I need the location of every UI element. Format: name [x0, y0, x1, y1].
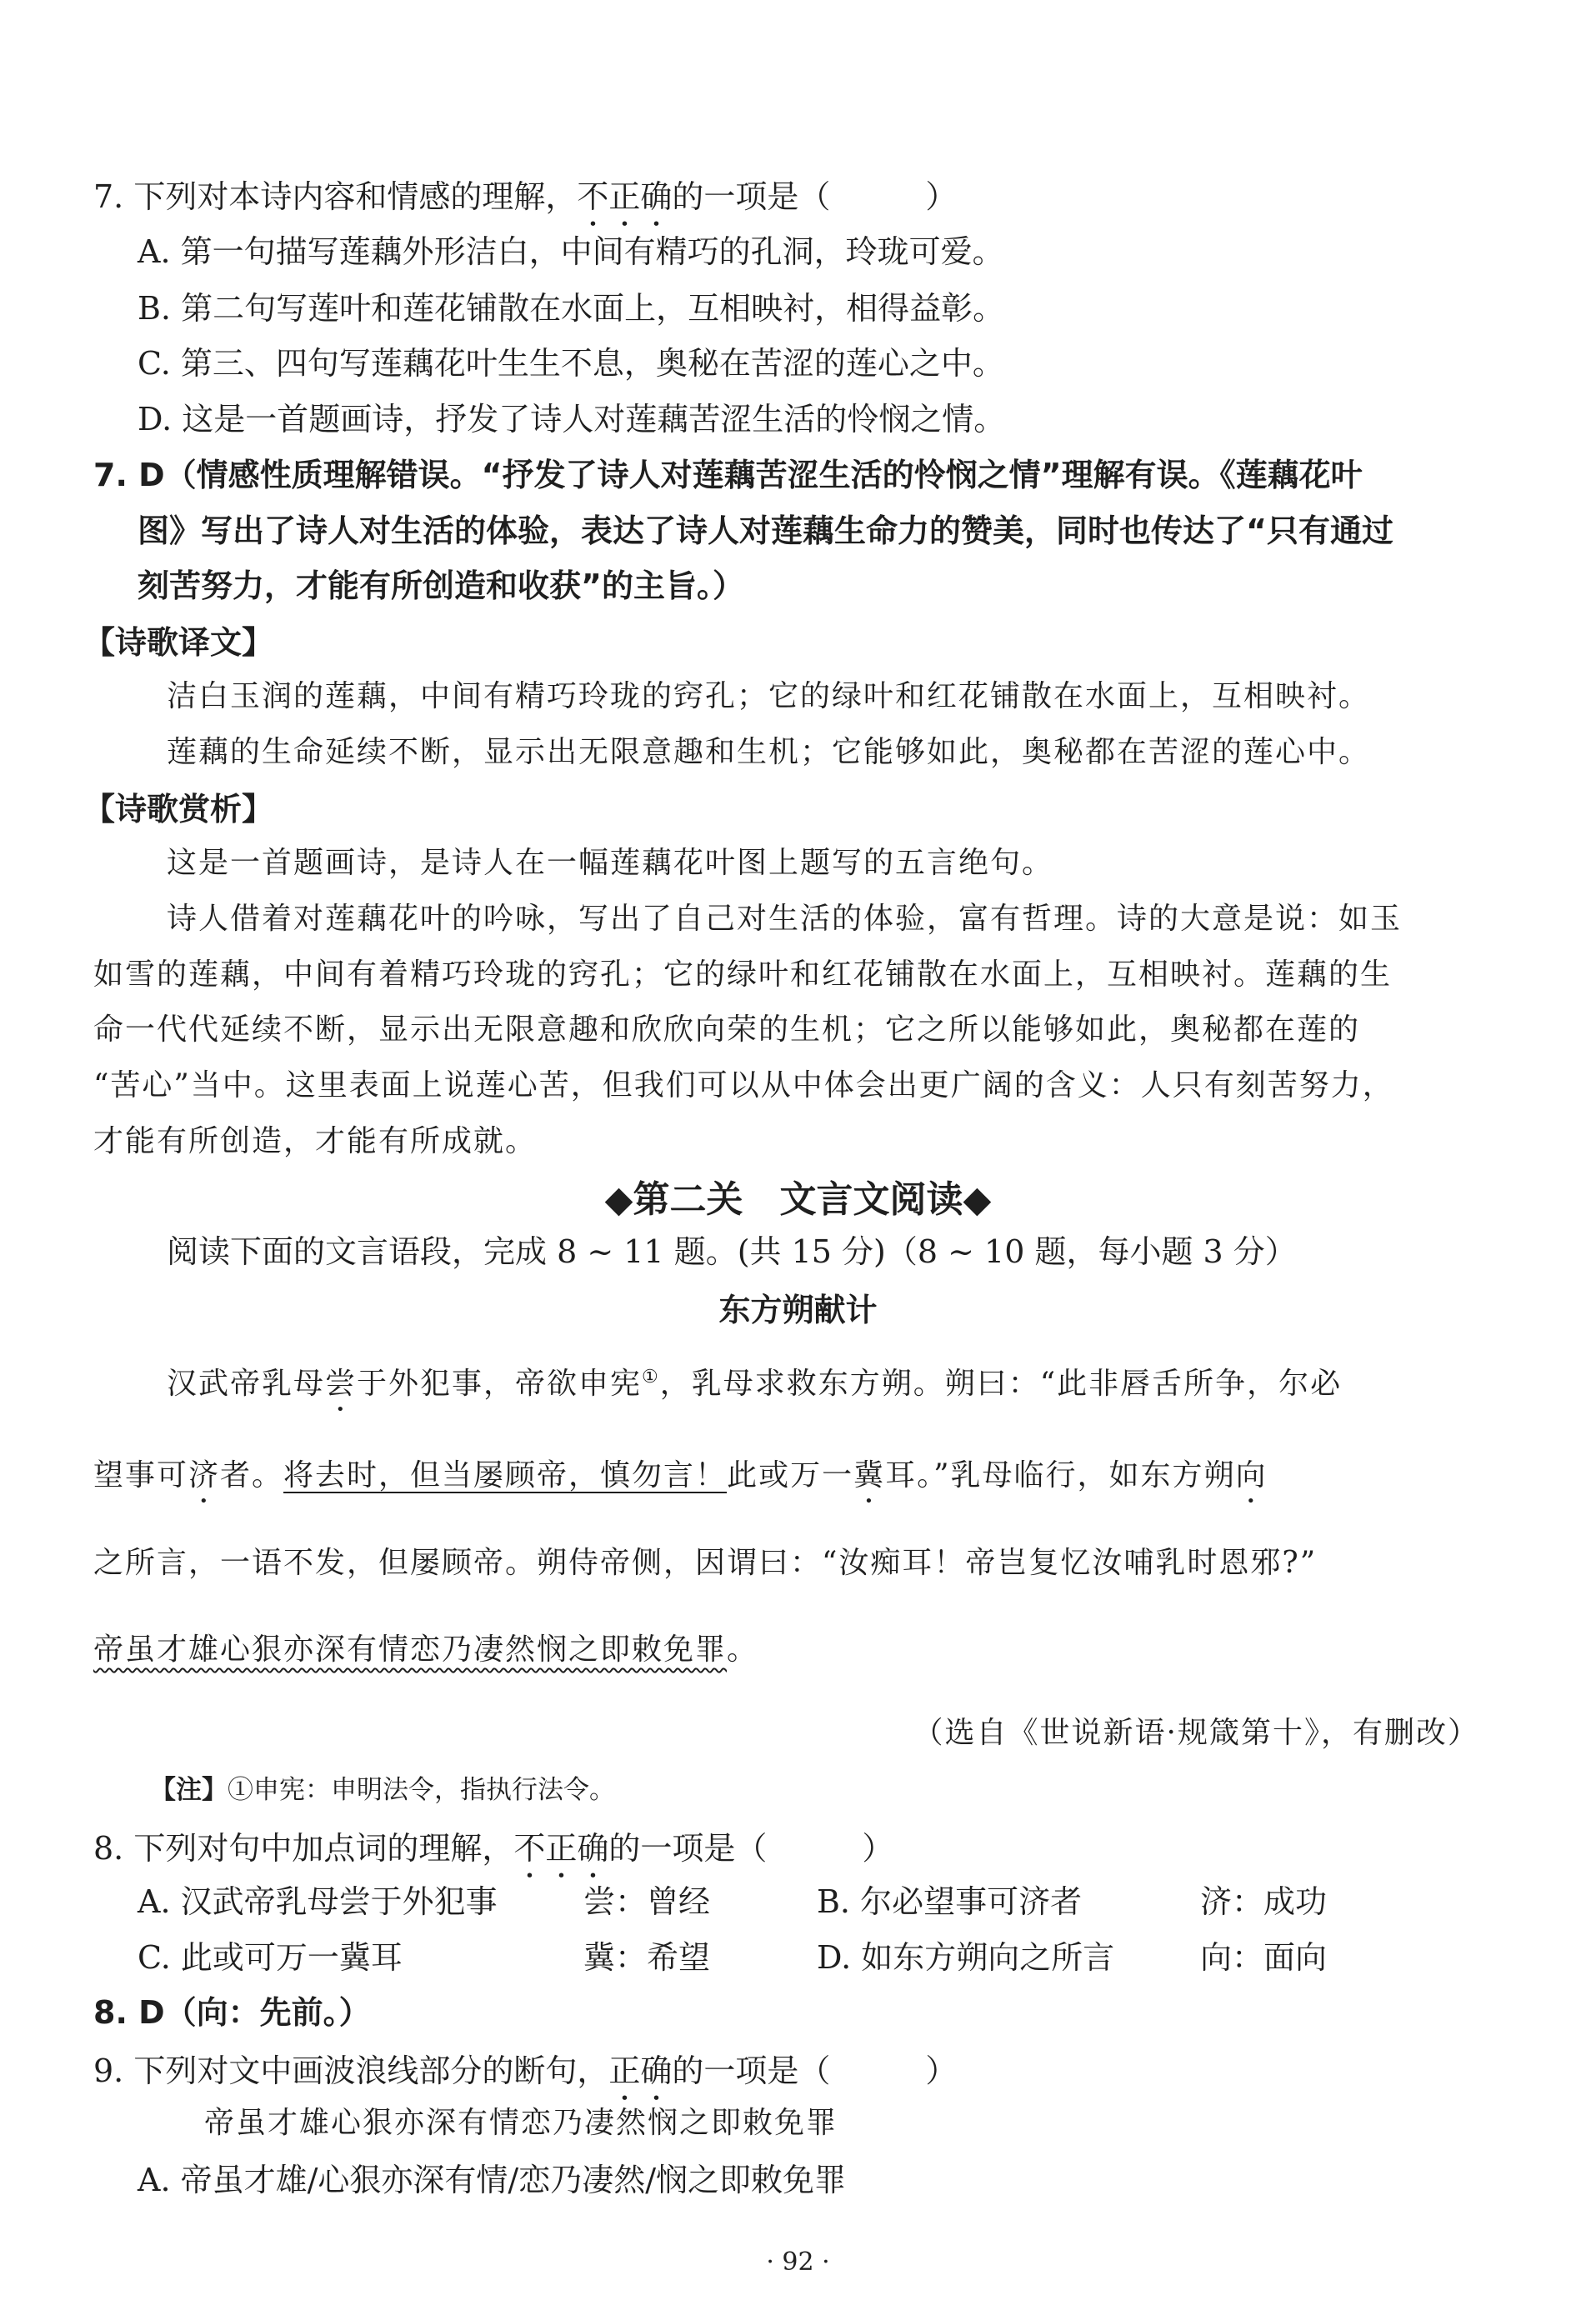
q7-option-a: A. 第一句描写莲藕外形洁白，中间有精巧的孔洞，玲珑可爱。: [138, 233, 1004, 270]
q9-sentence: 帝虽才雄心狠亦深有情恋乃凄然悯之即敕免罪: [204, 2106, 838, 2140]
q7-answer-line-1: 7. D（情感性质理解错误。“抒发了诗人对莲藕苦涩生活的怜悯之情”理解有误。《莲藕花叶: [93, 457, 1363, 493]
q8-option-a-explanation: 尝：曾经: [583, 1883, 711, 1920]
dotted-word-xiang: 向: [1235, 1458, 1268, 1492]
passage-line-4: 帝虽才雄心狠亦深有情恋乃凄然悯之即敕免罪。: [93, 1632, 759, 1667]
underlined-sentence: 将去时，但当屡顾帝，慎勿言！: [283, 1458, 728, 1492]
q8-option-b: B. 尔必望事可济者: [817, 1883, 1083, 1920]
appreciation-line-5: “苦心”当中。这里表面上说莲心苦，但我们可以从中体会出更广阔的含义：人只有刻苦努力，: [93, 1068, 1394, 1102]
q9-stem: 9. 下列对文中画波浪线部分的断句，正确的一项是（ ）: [93, 2052, 958, 2089]
dotted-word-ji: 济: [188, 1458, 221, 1492]
q7-option-b: B. 第二句写莲叶和莲花铺散在水面上，互相映衬，相得益彰。: [138, 290, 1005, 327]
translation-line-2: 莲藕的生命延续不断，显示出无限意趣和生机；它能够如此，奥秘都在苦涩的莲心中。: [167, 735, 1371, 769]
note-text: ①申宪：申明法令，指执行法令。: [228, 1775, 615, 1805]
passage-line-2: 望事可济者。将去时，但当屡顾帝，慎勿言！此或万一冀耳。”乳母临行，如东方朔向: [93, 1458, 1268, 1492]
footnote-marker: ①: [642, 1367, 660, 1388]
translation-line-1: 洁白玉润的莲藕，中间有精巧玲珑的窍孔；它的绿叶和红花铺散在水面上，互相映衬。: [167, 679, 1371, 713]
passage-note: [150, 1775, 615, 1805]
section2-title: ◆第二关 文言文阅读◆: [604, 1178, 992, 1221]
appreciation-line-3: 如雪的莲藕，中间有着精巧玲珑的窍孔；它的绿叶和红花铺散在水面上，互相映衬。莲藕的生: [93, 958, 1393, 992]
passage-title: 东方朔献计: [718, 1292, 878, 1328]
q8-option-d: D. 如东方朔向之所言: [817, 1939, 1115, 1976]
q7-option-c: C. 第三、四句写莲藕花叶生生不息，奥秘在苦涩的莲心之中。: [138, 345, 1004, 382]
appreciation-line-2: 诗人借着对莲藕花叶的吟咏，写出了自己对生活的体验，富有哲理。诗的大意是说：如玉: [167, 902, 1403, 936]
note-label: 【注】: [150, 1775, 228, 1805]
q7-stem-emphasis: 不正确: [577, 178, 673, 215]
q7-option-d: D. 这是一首题画诗，抒发了诗人对莲藕苦涩生活的怜悯之情。: [138, 401, 1006, 438]
q8-option-b-explanation: 济：成功: [1200, 1883, 1328, 1920]
q7-answer-line-3: 刻苦努力，才能有所创造和收获”的主旨。）: [138, 568, 744, 604]
q8-stem: 8. 下列对句中加点词的理解，不正确的一项是（ ）: [93, 1830, 894, 1867]
appreciation-line-1: 这是一首题画诗，是诗人在一幅莲藕花叶图上题写的五言绝句。: [167, 846, 1054, 880]
q8-option-c-explanation: 冀：希望: [583, 1939, 711, 1976]
q8-option-c: C. 此或可万一冀耳: [138, 1939, 403, 1976]
page-number: · 92 ·: [766, 2248, 830, 2277]
q8-option-a: A. 汉武帝乳母尝于外犯事: [138, 1883, 498, 1920]
q8-stem-emphasis: 不正确: [513, 1830, 609, 1867]
appreciation-heading: 【诗歌赏析】: [83, 791, 274, 828]
passage-line-1: 汉武帝乳母尝于外犯事，帝欲申宪①，乳母求救东方朔。朔曰：“此非唇舌所争，尔必: [167, 1367, 1343, 1401]
section2-instruction: 阅读下面的文言语段，完成 8 ~ 11 题。(共 15 分)（8 ~ 10 题，每小题 3 分）: [167, 1233, 1297, 1270]
q7-stem-prefix: 7. 下列对本诗内容和情感的理解，: [93, 178, 578, 215]
q7-stem-suffix: 的一项是（ ）: [672, 178, 958, 215]
dotted-word-chang: 尝: [325, 1367, 358, 1401]
q8-option-d-explanation: 向：面向: [1200, 1939, 1328, 1976]
q8-answer: 8. D（向：先前。）: [93, 1994, 371, 2031]
passage-line-3: 之所言，一语不发，但屡顾帝。朔侍帝侧，因谓曰：“汝痴耳！帝岂复忆汝哺乳时恩邪?”: [93, 1546, 1318, 1580]
appreciation-line-6: 才能有所创造，才能有所成就。: [93, 1124, 538, 1158]
q9-option-a: A. 帝虽才雄/心狠亦深有情/恋乃凄然/悯之即敕免罪: [138, 2162, 847, 2198]
passage-source: （选自《世说新语·规箴第十》，有删改）: [913, 1716, 1479, 1750]
q9-stem-emphasis: 正确: [608, 2052, 673, 2089]
wavy-underlined-sentence: 帝虽才雄心狠亦深有情恋乃凄然悯之即敕免罪: [93, 1632, 728, 1667]
appreciation-line-4: 命一代代延续不断，显示出无限意趣和欣欣向荣的生机；它之所以能够如此，奥秘都在莲的: [93, 1012, 1361, 1047]
q7-answer-line-2: 图》写出了诗人对生活的体验，表达了诗人对莲藕生命力的赞美，同时也传达了“只有通过: [138, 512, 1393, 549]
dotted-word-ji-hope: 冀: [853, 1458, 886, 1492]
translation-heading: 【诗歌译文】: [83, 624, 274, 661]
q7-stem: [93, 178, 957, 233]
